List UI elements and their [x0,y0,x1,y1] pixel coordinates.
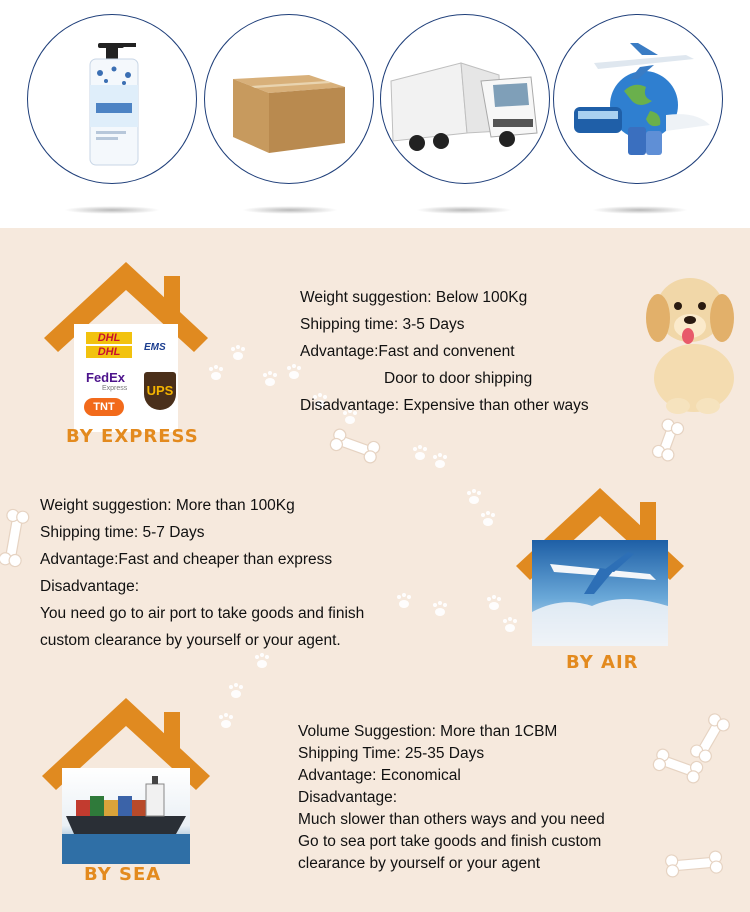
sea-disadvantage-detail-2: Go to sea port take goods and finish custom [298,833,602,850]
sea-house-icon [36,692,216,870]
ups-logo: UPS [144,372,176,410]
express-info [300,284,589,419]
express-disadvantage: Disadvantage: Expensive than other ways [300,397,589,414]
fedex-logo: FedEx [86,370,126,385]
product-truck-image [380,14,550,184]
product-globe-transport-image [553,14,723,184]
air-weight: Weight suggestion: More than 100Kg [40,497,295,514]
product-bottle-image [27,14,197,184]
by-express-label: BY EXPRESS [66,426,199,447]
express-weight: Weight suggestion: Below 100Kg [300,289,528,306]
express-advantage-2: Door to door shipping [384,370,533,387]
dhl-logo-2: DHL [86,346,132,358]
courier-logos [80,332,184,424]
sea-volume: Volume Suggestion: More than 1CBM [298,723,558,740]
sea-disadvantage-detail-3: clearance by yourself or your agent [298,855,541,872]
puppy-image [634,266,744,416]
air-info [40,492,364,654]
express-advantage: Advantage:Fast and convenent [300,343,515,360]
sea-disadvantage-detail-1: Much slower than others ways and you need [298,811,605,828]
air-disadvantage-detail-1: You need go to air port to take goods and finish [40,605,365,622]
air-time: Shipping time: 5-7 Days [40,524,205,541]
dhl-logo: DHL [86,332,132,344]
express-time: Shipping time: 3-5 Days [300,316,465,333]
by-sea-label: BY SEA [84,864,162,885]
sea-info [298,721,605,875]
fedex-express-text: Express [102,385,128,392]
tnt-logo: TNT [84,398,124,416]
ems-logo: EMS [144,342,166,353]
by-air-label: BY AIR [566,652,639,673]
air-advantage: Advantage:Fast and cheaper than express [40,551,333,568]
air-disadvantage: Disadvantage: [40,578,140,595]
sea-time: Shipping Time: 25-35 Days [298,745,485,762]
product-carton-image [204,14,374,184]
product-strip [0,0,750,228]
air-disadvantage-detail-2: custom clearance by yourself or your agent. [40,632,341,649]
sea-disadvantage: Disadvantage: [298,789,398,806]
air-house-icon [510,482,690,648]
sea-advantage: Advantage: Economical [298,767,461,784]
shipping-methods-panel [0,228,750,912]
